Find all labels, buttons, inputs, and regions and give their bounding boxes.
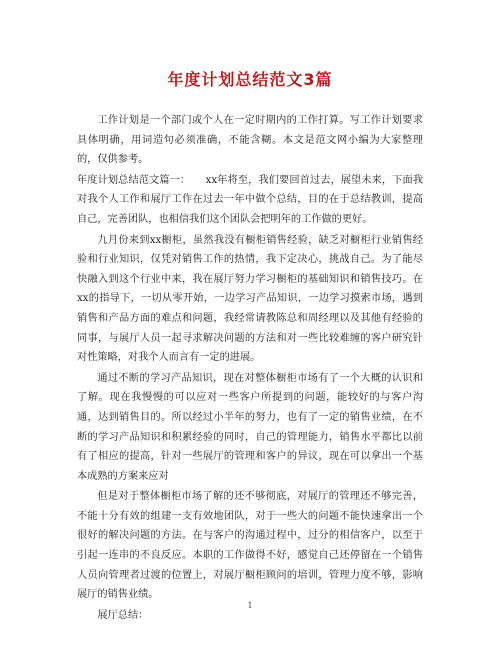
paragraph-article-one-opening: 年度计划总结范文篇一： xx年将至，我们要回首过去，展望未来，下面我对我个人工作和展厅工作在过去一年中做个总结，目的在于总结教训，提高自己，完善团队，也相信我们这个团队会把明年的工作做的更好。 xyxy=(77,174,423,225)
paragraph-september: 九月份来到xx橱柜，虽然我没有橱柜销售经验，缺乏对橱柜行业销售经验和行业知识，仅凭对销售工作的热情，我下定决心，挑战自己。为了能尽快融入到这个行业中来，我在展厅努力学习橱柜的基础知识和销售技巧。在xx的指导下，一切从零开始，一边学习产品知识，一边学习摸索市场，遇到销售和产品方面的难点和问题，我经常请教陈总和周经理以及其他有经验的同事，与展厅人员一起寻求解决问题的方法和对一些比较难缠的客户研究针对性策略，对我个人而言有一定的进展。 xyxy=(77,234,423,364)
document-body xyxy=(77,111,423,626)
paragraph-learning-progress: 通过不断的学习产品知识，现在对整体橱柜市场有了一个大概的认识和了解。现在我慢慢的可以应对一些客户所提到的问题，能较好的与客户沟通，达到销售目的。所以经过小半年的努力，也有了一定的销售业绩，在不断的学习产品知识和积累经验的同时，自己的管理能力，销售水平都比以前有了相应的提高，针对一些展厅的管理和客户的异议，现在可以拿出一个基本成熟的方案来应对 xyxy=(77,372,423,482)
page-number: 1 xyxy=(247,601,253,610)
paragraph-intro: 工作计划是一个部门或个人在一定时期内的工作打算。写工作计划要求具体明确，用词造句必须准确，不能含糊。本文是范文网小编为大家整理的，仅供参考。 xyxy=(77,115,423,166)
document-title: 年度计划总结范文3篇 xyxy=(167,70,333,89)
paragraph-showroom-summary: 展厅总结： xyxy=(97,609,149,621)
paragraph-shortcomings: 但是对于整体橱柜市场了解的还不够彻底，对展厅的管理还不够完善，不能十分有效的组建一支有效地团队，对于一些大的问题不能快速拿出一个很好的解决问题的方法。在与客户的沟通过程中，过分的相信客户，以至于引起一连串的不良反应。本职的工作做得不好，感觉自己还停留在一个销售人员向管理者过渡的位置上，对展厅橱柜顾问的培训，管理力度不够，影响展厅的销售业绩。 xyxy=(77,491,423,601)
